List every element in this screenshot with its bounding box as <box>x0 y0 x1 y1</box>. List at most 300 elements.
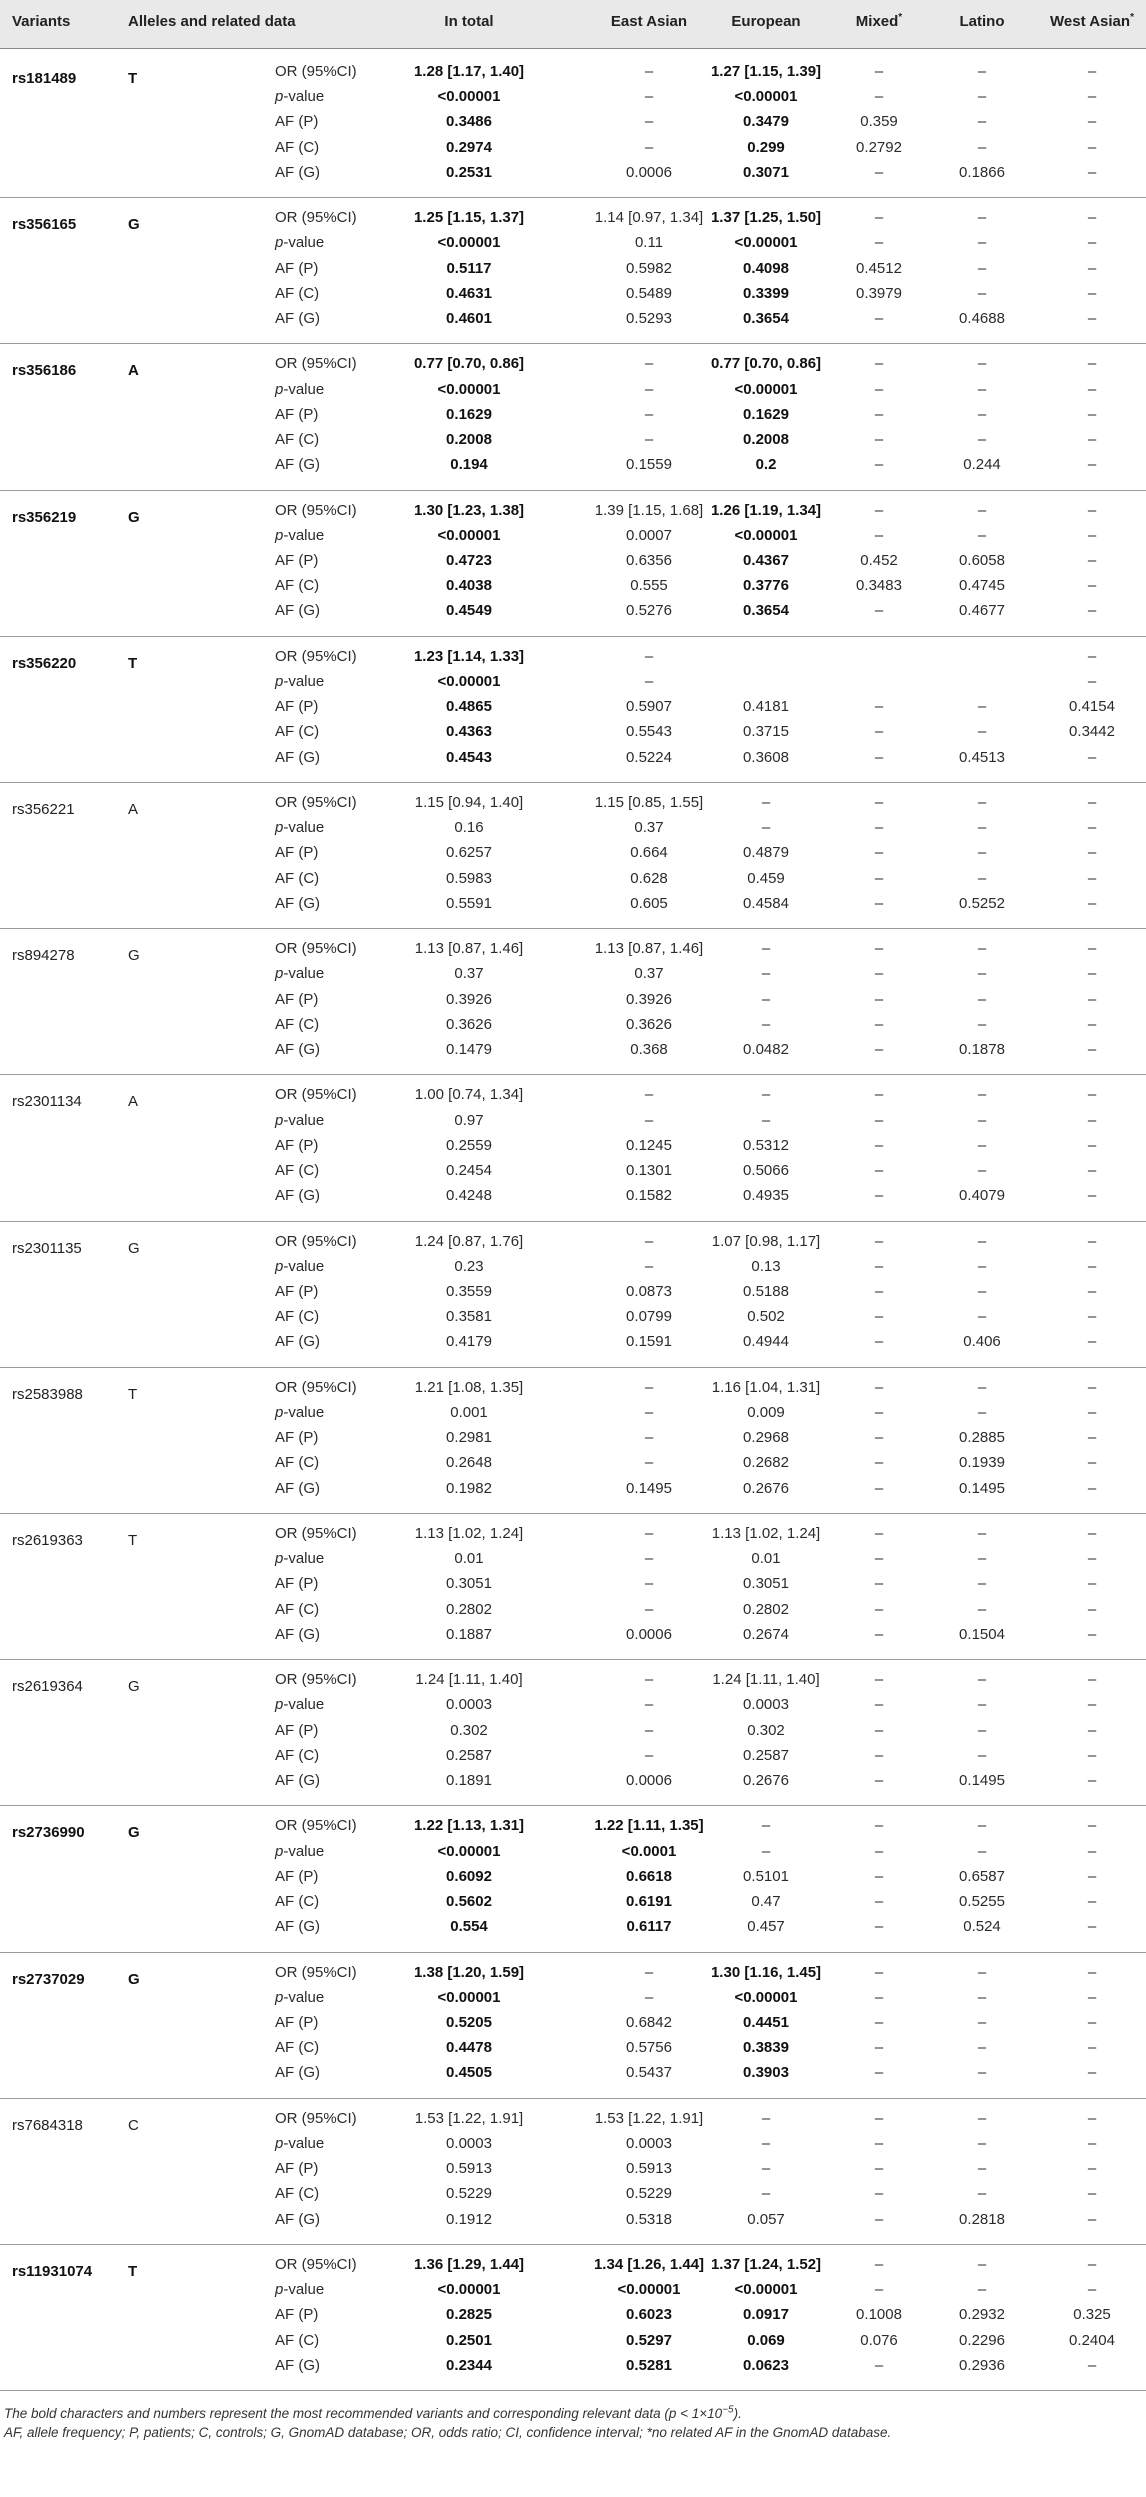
cell-west-asian: – <box>1087 965 1097 983</box>
table-row <box>0 1667 1146 1692</box>
cell-east-asian: 0.6023 <box>626 2306 672 2324</box>
cell-west-asian: – <box>1087 1625 1097 1643</box>
cell-west-asian: – <box>1087 1378 1097 1396</box>
cell-east-asian: – <box>644 1257 654 1275</box>
cell-latino: 0.4745 <box>959 577 1005 595</box>
cell-european: – <box>761 1086 771 1104</box>
cell-west-asian: – <box>1087 1746 1097 1764</box>
cell-latino: – <box>977 209 987 227</box>
cell-east-asian: – <box>644 672 654 690</box>
cell-in-total: 0.2454 <box>446 1161 492 1179</box>
cell-west-asian: – <box>1087 990 1097 1008</box>
cell-latino: – <box>977 819 987 837</box>
cell-mixed: – <box>874 1892 884 1910</box>
header-variants: Variants <box>12 13 71 30</box>
cell-latino: – <box>977 1842 987 1860</box>
cell-latino: – <box>977 1988 987 2006</box>
row-label: AF (P) <box>275 551 319 569</box>
row-label: OR (95%CI) <box>275 1671 357 1689</box>
cell-mixed: – <box>874 748 884 766</box>
cell-east-asian: 0.5982 <box>626 259 672 277</box>
cell-mixed: – <box>874 1721 884 1739</box>
cell-west-asian: – <box>1087 1696 1097 1714</box>
cell-european: 0.457 <box>747 1918 785 1936</box>
variant-group <box>0 491 1146 637</box>
cell-west-asian: – <box>1087 940 1097 958</box>
cell-east-asian: <0.0001 <box>621 1842 677 1860</box>
cell-east-asian: 0.6356 <box>626 551 672 569</box>
cell-east-asian: 0.5756 <box>626 2039 672 2057</box>
row-label: AF (P) <box>275 1721 319 1739</box>
table-row <box>0 866 1146 891</box>
cell-latino: – <box>977 2013 987 2031</box>
row-label: AF (G) <box>275 163 320 181</box>
cell-west-asian: – <box>1087 1257 1097 1275</box>
cell-east-asian: 0.605 <box>630 894 668 912</box>
table-row <box>0 256 1146 281</box>
cell-european: 0.2682 <box>743 1454 789 1472</box>
row-label: OR (95%CI) <box>275 1086 357 1104</box>
cell-mixed: – <box>874 602 884 620</box>
cell-east-asian: 0.6191 <box>626 1892 672 1910</box>
allele: T <box>128 70 138 87</box>
cell-mixed: – <box>874 526 884 544</box>
cell-european: 0.4584 <box>743 894 789 912</box>
cell-in-total: 0.2802 <box>446 1600 492 1618</box>
cell-european: 0.2 <box>755 456 777 474</box>
cell-in-total: 0.4723 <box>446 551 492 569</box>
header-european: European <box>731 13 801 30</box>
cell-east-asian: 0.11 <box>634 234 664 252</box>
row-label: AF (C) <box>275 138 320 156</box>
cell-west-asian: – <box>1087 138 1097 156</box>
cell-latino: – <box>977 2064 987 2082</box>
cell-east-asian: 0.1582 <box>626 1187 672 1205</box>
cell-east-asian: 0.5318 <box>626 2210 672 2228</box>
allele: T <box>128 2263 138 2280</box>
table-footnotes <box>4 2404 1142 2442</box>
cell-european: 0.4879 <box>743 844 789 862</box>
row-label: OR (95%CI) <box>275 647 357 665</box>
cell-european: – <box>761 2185 771 2203</box>
cell-west-asian: – <box>1087 1429 1097 1447</box>
cell-latino: – <box>977 1015 987 1033</box>
cell-latino: – <box>977 2281 987 2299</box>
cell-in-total: 0.4549 <box>446 602 492 620</box>
table-row <box>0 2131 1146 2156</box>
row-label: p-value <box>275 1111 325 1129</box>
cell-west-asian: – <box>1087 430 1097 448</box>
cell-latino: 0.1866 <box>959 163 1005 181</box>
cell-latino: – <box>977 698 987 716</box>
cell-mixed: – <box>874 2013 884 2031</box>
table-row <box>0 2328 1146 2353</box>
cell-west-asian: – <box>1087 405 1097 423</box>
row-label: p-value <box>275 1842 325 1860</box>
cell-west-asian: – <box>1087 1015 1097 1033</box>
row-label: AF (C) <box>275 1161 320 1179</box>
cell-east-asian: 0.0003 <box>626 2134 672 2152</box>
cell-west-asian: – <box>1087 894 1097 912</box>
cell-in-total: 0.2825 <box>446 2306 492 2324</box>
table-row <box>0 598 1146 623</box>
cell-in-total: 0.001 <box>450 1403 488 1421</box>
cell-european: – <box>761 819 771 837</box>
cell-east-asian: 0.5281 <box>626 2356 672 2374</box>
cell-mixed: – <box>874 1232 884 1250</box>
table-row <box>0 2035 1146 2060</box>
cell-latino: – <box>977 284 987 302</box>
cell-european: 0.5101 <box>743 1867 789 1885</box>
cell-east-asian: 1.39 [1.15, 1.68] <box>594 501 704 519</box>
cell-east-asian: 0.664 <box>630 844 668 862</box>
cell-european: 1.24 [1.11, 1.40] <box>712 1671 820 1689</box>
cell-west-asian: – <box>1087 63 1097 80</box>
table-row <box>0 59 1146 84</box>
row-label: AF (C) <box>275 2185 320 2203</box>
table-row <box>0 1183 1146 1208</box>
cell-european: 0.069 <box>747 2331 785 2349</box>
table-row <box>0 402 1146 427</box>
cell-west-asian: – <box>1087 1988 1097 2006</box>
cell-european: – <box>761 1842 771 1860</box>
cell-latino: – <box>977 2160 987 2178</box>
cell-european: 0.3399 <box>743 284 789 302</box>
cell-east-asian: – <box>644 138 654 156</box>
cell-west-asian: – <box>1087 844 1097 862</box>
table-row <box>0 548 1146 573</box>
cell-west-asian: – <box>1087 456 1097 474</box>
cell-in-total: <0.00001 <box>437 672 501 690</box>
cell-latino: 0.1878 <box>959 1040 1005 1058</box>
cell-latino: – <box>977 2185 987 2203</box>
cell-in-total: <0.00001 <box>437 234 501 252</box>
cell-in-total: 0.3626 <box>446 1015 492 1033</box>
cell-in-total: 0.23 <box>454 1257 484 1275</box>
allele: G <box>128 1824 140 1842</box>
table-row <box>0 790 1146 815</box>
footnote-abbreviations: AF, allele frequency; P, patients; C, controls; G, GnomAD database; OR, odds ratio; CI, confidence interval; *no related AF in the GnomAD database. <box>4 2425 892 2440</box>
cell-european: 0.4367 <box>743 551 789 569</box>
cell-european: 0.5312 <box>743 1136 789 1154</box>
cell-latino: 0.2936 <box>959 2356 1005 2374</box>
cell-east-asian: – <box>644 405 654 423</box>
cell-west-asian: – <box>1087 1963 1097 1981</box>
cell-east-asian: – <box>644 647 654 665</box>
cell-latino: 0.6058 <box>959 551 1005 569</box>
row-label: AF (C) <box>275 869 320 887</box>
cell-mixed: – <box>874 2064 884 2082</box>
row-label: p-value <box>275 2134 325 2152</box>
cell-east-asian: 0.6842 <box>626 2013 672 2031</box>
cell-european: <0.00001 <box>734 2281 798 2299</box>
cell-mixed: – <box>874 1696 884 1714</box>
row-label: p-value <box>275 526 325 544</box>
cell-latino: – <box>977 1257 987 1275</box>
variant-group <box>0 1660 1146 1806</box>
cell-in-total: 0.5602 <box>446 1892 492 1910</box>
cell-mixed: – <box>874 1963 884 1981</box>
cell-in-total: 0.3926 <box>446 990 492 1008</box>
cell-european: 0.459 <box>747 869 785 887</box>
cell-european: 0.3608 <box>743 748 789 766</box>
cell-east-asian: 0.5907 <box>626 698 672 716</box>
table-row <box>0 1622 1146 1647</box>
header-rule <box>0 48 1146 49</box>
cell-in-total: 0.1629 <box>446 405 492 423</box>
cell-in-total: 0.5591 <box>446 894 492 912</box>
cell-west-asian: – <box>1087 1671 1097 1689</box>
row-label: AF (C) <box>275 2039 320 2057</box>
cell-west-asian: – <box>1087 2160 1097 2178</box>
cell-mixed: – <box>874 1086 884 1104</box>
row-label: AF (C) <box>275 1746 320 1764</box>
cell-west-asian: – <box>1087 672 1097 690</box>
cell-mixed: 0.2792 <box>856 138 902 156</box>
row-label: AF (G) <box>275 1625 320 1643</box>
cell-european: 0.2008 <box>743 430 789 448</box>
row-label: OR (95%CI) <box>275 1817 357 1835</box>
table-row <box>0 2010 1146 2035</box>
table-row <box>0 1082 1146 1107</box>
cell-in-total: <0.00001 <box>437 526 501 544</box>
cell-west-asian: – <box>1087 1333 1097 1351</box>
cell-european: 0.502 <box>747 1308 785 1326</box>
cell-latino: – <box>977 844 987 862</box>
cell-mixed: – <box>874 1918 884 1936</box>
cell-east-asian: 0.5293 <box>626 309 672 327</box>
cell-latino: – <box>977 1086 987 1104</box>
cell-mixed: – <box>874 1550 884 1568</box>
cell-west-asian: – <box>1087 2356 1097 2374</box>
row-label: AF (P) <box>275 113 319 131</box>
cell-mixed: – <box>874 1378 884 1396</box>
cell-european: <0.00001 <box>734 526 798 544</box>
variant-id: rs2736990 <box>12 1824 85 1842</box>
cell-west-asian: – <box>1087 1525 1097 1542</box>
table-row <box>0 1254 1146 1279</box>
row-label: OR (95%CI) <box>275 1232 357 1250</box>
cell-west-asian: – <box>1087 2185 1097 2203</box>
cell-east-asian: 0.5489 <box>626 284 672 302</box>
cell-west-asian: – <box>1087 647 1097 665</box>
cell-east-asian: 1.15 [0.85, 1.55] <box>594 794 704 811</box>
table-row <box>0 230 1146 255</box>
cell-in-total: 1.13 [1.02, 1.24] <box>414 1525 524 1542</box>
cell-east-asian: – <box>644 1696 654 1714</box>
cell-west-asian: – <box>1087 113 1097 131</box>
cell-mixed: – <box>874 2134 884 2152</box>
cell-in-total: 0.554 <box>450 1918 488 1936</box>
cell-east-asian: 0.6618 <box>626 1867 672 1885</box>
cell-west-asian: – <box>1087 2256 1097 2273</box>
cell-west-asian: – <box>1087 2281 1097 2299</box>
cell-mixed: – <box>874 88 884 106</box>
cell-west-asian: – <box>1087 1161 1097 1179</box>
cell-mixed: – <box>874 1600 884 1618</box>
cell-in-total: 0.0003 <box>446 1696 492 1714</box>
allele: G <box>128 216 140 234</box>
cell-mixed: – <box>874 1771 884 1789</box>
row-label: AF (P) <box>275 405 319 423</box>
cell-in-total: 0.0003 <box>446 2134 492 2152</box>
cell-latino: – <box>977 1403 987 1421</box>
cell-east-asian: – <box>644 113 654 131</box>
cell-east-asian: – <box>644 1963 654 1981</box>
allele: A <box>128 1093 139 1111</box>
variant-id: rs2619363 <box>12 1532 83 1549</box>
cell-west-asian: – <box>1087 234 1097 252</box>
cell-european: – <box>761 794 771 811</box>
cell-latino: 0.6587 <box>959 1867 1005 1885</box>
cell-west-asian: – <box>1087 1308 1097 1326</box>
cell-european: – <box>761 940 771 958</box>
row-label: AF (G) <box>275 456 320 474</box>
cell-mixed: 0.452 <box>860 551 898 569</box>
row-label: p-value <box>275 819 325 837</box>
cell-east-asian: 1.22 [1.11, 1.35] <box>594 1817 704 1835</box>
row-label: AF (G) <box>275 1918 320 1936</box>
cell-west-asian: – <box>1087 2013 1097 2031</box>
row-label: AF (G) <box>275 1479 320 1497</box>
cell-east-asian: 0.5297 <box>626 2331 672 2349</box>
row-label: p-value <box>275 1550 325 1568</box>
cell-latino: – <box>977 1525 987 1542</box>
cell-latino: 0.406 <box>963 1333 1001 1351</box>
row-label: OR (95%CI) <box>275 1378 357 1396</box>
table-row <box>0 2252 1146 2277</box>
cell-in-total: 1.13 [0.87, 1.46] <box>414 940 524 958</box>
cell-in-total: 0.2981 <box>446 1429 492 1447</box>
cell-mixed: – <box>874 209 884 227</box>
cell-west-asian: – <box>1087 1040 1097 1058</box>
cell-east-asian: – <box>644 1671 654 1689</box>
table-row <box>0 523 1146 548</box>
header-mixed: Mixed* <box>855 12 903 30</box>
cell-in-total: 0.4478 <box>446 2039 492 2057</box>
variant-id: rs356220 <box>12 654 77 672</box>
table-row <box>0 1450 1146 1475</box>
cell-mixed: – <box>874 1479 884 1497</box>
cell-east-asian: 0.0799 <box>626 1308 672 1326</box>
table-row <box>0 1229 1146 1254</box>
cell-mixed: – <box>874 894 884 912</box>
cell-european: 0.009 <box>747 1403 785 1421</box>
cell-mixed: – <box>874 1817 884 1835</box>
cell-west-asian: – <box>1087 1187 1097 1205</box>
row-label: AF (P) <box>275 1429 319 1447</box>
cell-west-asian: – <box>1087 748 1097 766</box>
cell-european: 0.4451 <box>743 2013 789 2031</box>
cell-mixed: – <box>874 698 884 716</box>
cell-european: 0.0003 <box>743 1696 789 1714</box>
cell-east-asian: – <box>644 1721 654 1739</box>
cell-in-total: 0.6257 <box>446 844 492 862</box>
cell-european: 0.299 <box>747 138 785 156</box>
cell-european: 0.302 <box>747 1721 785 1739</box>
cell-european: <0.00001 <box>734 234 798 252</box>
row-label: OR (95%CI) <box>275 1963 357 1981</box>
row-label: AF (P) <box>275 259 319 277</box>
row-label: p-value <box>275 1696 325 1714</box>
cell-east-asian: – <box>644 1429 654 1447</box>
cell-west-asian: – <box>1087 309 1097 327</box>
row-label: AF (C) <box>275 723 320 741</box>
cell-mixed: – <box>874 1308 884 1326</box>
allele: G <box>128 1678 140 1696</box>
table-row <box>0 2353 1146 2378</box>
cell-european: 1.30 [1.16, 1.45] <box>710 1963 822 1981</box>
cell-east-asian: – <box>644 88 654 106</box>
cell-mixed: – <box>874 2210 884 2228</box>
cell-european: 1.26 [1.19, 1.34] <box>710 501 822 519</box>
cell-west-asian: – <box>1087 1479 1097 1497</box>
row-label: AF (C) <box>275 1892 320 1910</box>
cell-east-asian: 0.0006 <box>626 163 672 181</box>
cell-mixed: – <box>874 1015 884 1033</box>
cell-in-total: 1.36 [1.29, 1.44] <box>413 2256 525 2273</box>
cell-mixed: – <box>874 819 884 837</box>
cell-latino: – <box>977 1550 987 1568</box>
cell-european: 0.3776 <box>743 577 789 595</box>
cell-mixed: – <box>874 965 884 983</box>
variant-id: rs356219 <box>12 508 77 526</box>
cell-latino: – <box>977 113 987 131</box>
cell-mixed: – <box>874 2256 884 2273</box>
table-row <box>0 135 1146 160</box>
cell-east-asian: 0.368 <box>630 1040 668 1058</box>
cell-west-asian: 0.3442 <box>1069 723 1115 741</box>
cell-in-total: 0.3486 <box>446 113 492 131</box>
cell-in-total: 0.1912 <box>446 2210 492 2228</box>
table-row <box>0 109 1146 134</box>
cell-mixed: – <box>874 794 884 811</box>
table-row <box>0 1133 1146 1158</box>
cell-latino: – <box>977 1575 987 1593</box>
row-label: AF (P) <box>275 2306 319 2324</box>
cell-mixed: 0.1008 <box>856 2306 902 2324</box>
cell-latino: 0.2818 <box>959 2210 1005 2228</box>
row-label: p-value <box>275 380 325 398</box>
cell-latino: 0.1495 <box>959 1479 1005 1497</box>
table-row <box>0 377 1146 402</box>
cell-east-asian: 1.34 [1.26, 1.44] <box>593 2256 705 2273</box>
cell-in-total: 1.22 [1.13, 1.31] <box>413 1817 525 1835</box>
cell-latino: – <box>977 355 987 373</box>
table-row <box>0 644 1146 669</box>
cell-mixed: – <box>874 844 884 862</box>
row-label: AF (G) <box>275 309 320 327</box>
cell-east-asian: – <box>644 1600 654 1618</box>
cell-mixed: – <box>874 1257 884 1275</box>
footnote-bold-meaning: The bold characters and numbers represent the most recommended variants and corresponding relevant data $(p < 1\times 10^{-5})$. <box>4 2404 742 2421</box>
row-label: AF (C) <box>275 1015 320 1033</box>
variant-group <box>0 637 1146 783</box>
header-east-asian: East Asian <box>610 13 688 30</box>
cell-mixed: – <box>874 940 884 958</box>
cell-mixed: – <box>874 1525 884 1542</box>
cell-latino: – <box>977 380 987 398</box>
row-label: AF (G) <box>275 1771 320 1789</box>
cell-mixed: – <box>874 723 884 741</box>
table-row <box>0 1375 1146 1400</box>
row-label: AF (C) <box>275 577 320 595</box>
cell-european: 0.4181 <box>743 698 789 716</box>
cell-european: 0.4098 <box>743 259 789 277</box>
row-label: AF (C) <box>275 1600 320 1618</box>
row-label: AF (P) <box>275 1575 319 1593</box>
row-label: OR (95%CI) <box>275 1525 357 1542</box>
